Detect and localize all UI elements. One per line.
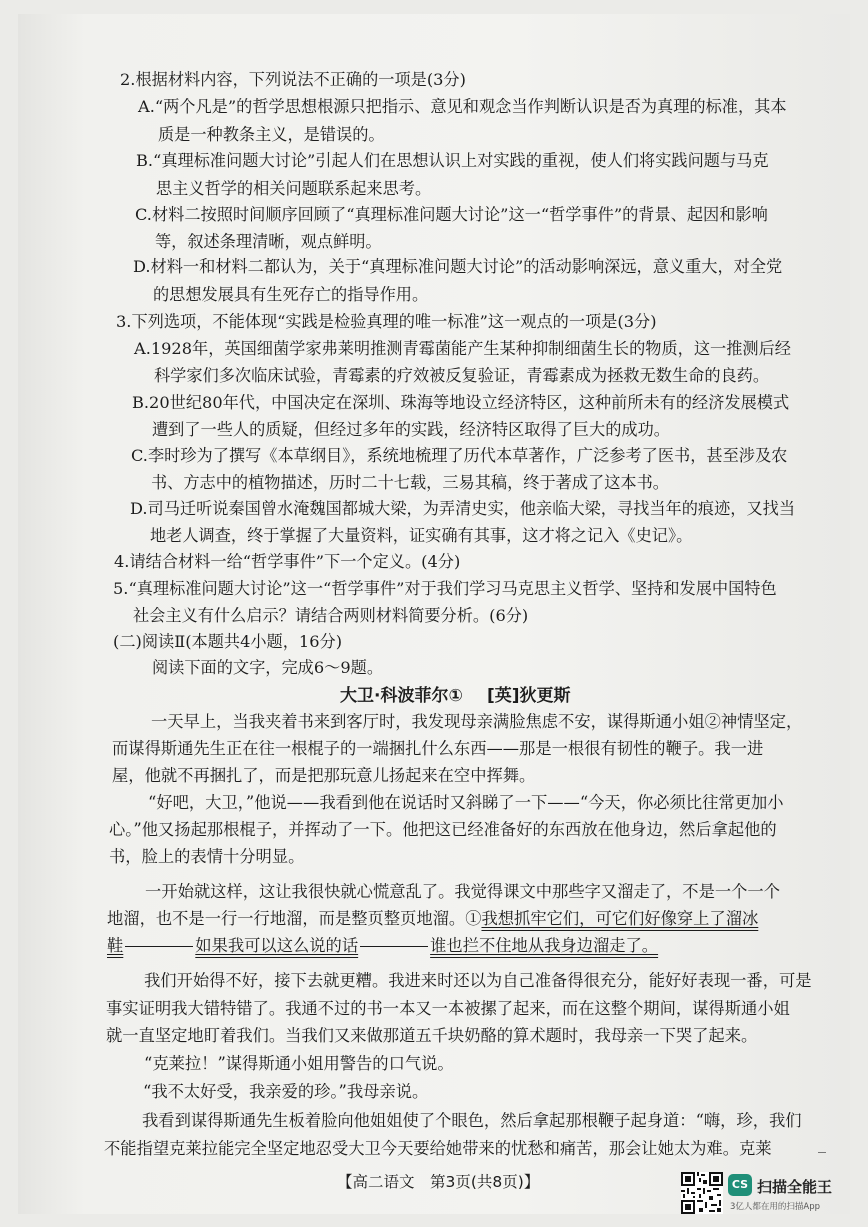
- qr-code-icon: [681, 1172, 723, 1214]
- camscanner-logo-icon: CS: [728, 1174, 752, 1196]
- q2-option-c-cont: 等，叙述条理清晰，观点鲜明。: [155, 232, 382, 251]
- q2-option-a: A.“两个凡是”的哲学思想根源只把指示、意见和观念当作判断认识是否为真理的标准，其本: [138, 97, 787, 116]
- passage-p3-l3: [107, 938, 658, 954]
- page-footer: 【高二语文 第3页(共8页)】: [337, 1173, 540, 1191]
- passage-p2-l2: 心。”他又扬起那根棍子，并挥动了一下。他把这已经准备好的东西放在他身边，然后拿起他的: [109, 820, 777, 839]
- passage-p6: “我不太好受，我亲爱的珍。”我母亲说。: [143, 1082, 429, 1101]
- em-dash: [125, 946, 193, 947]
- em-dash: [360, 946, 428, 947]
- passage-p4-l3: 就一直坚定地盯着我们。当我们又来做那道五千块奶酪的算术题时，我母亲一下哭了起来。: [106, 1026, 758, 1045]
- passage-p1-l2: 而谋得斯通先生正在往一根棍子的一端捆扎什么东西——那是一根很有韧性的鞭子。我一进: [112, 739, 764, 758]
- q2-option-d: D.材料一和材料二都认为，关于“真理标准问题大讨论”的活动影响深远，意义重大，对全党: [133, 257, 783, 276]
- passage-p7-l1: 我看到谋得斯通先生板着脸向他姐姐使了个眼色，然后拿起那根鞭子起身道：“嗨，珍，我们: [142, 1111, 802, 1130]
- passage-author: [英]狄更斯: [487, 686, 571, 706]
- q2-stem: 2.根据材料内容，下列说法不正确的一项是(3分): [120, 70, 466, 89]
- passage-p3-l2: [107, 911, 758, 927]
- passage-sentence-1-underlined: 我想抓牢它们，可它们好像穿上了溜冰: [481, 909, 759, 928]
- passage-p4-l1: 我们开始得不好，接下去就更糟。我进来时还以为自己准备得很充分，能好好表现一番，可是: [144, 971, 812, 990]
- passage-p1-l3: 屋，他就不再捆扎了，而是把那玩意儿扬起来在空中挥舞。: [112, 766, 536, 785]
- passage-p7-l2: 不能指望克莱拉能完全坚定地忍受大卫今天要给她带来的忧愁和痛苦，那会让她太为难。克莱: [104, 1139, 772, 1158]
- section-heading: (二)阅读Ⅱ(本题共4小题，16分): [113, 632, 343, 651]
- q3-option-c: C.李时珍为了撰写《本草纲目》，系统地梳理了历代本草著作，广泛参考了医书，甚至涉及农: [131, 446, 788, 465]
- q3-option-b: B.20世纪80年代，中国决定在深圳、珠海等地设立经济特区，这种前所未有的经济发展模式: [132, 393, 790, 412]
- q5: 5.“真理标准问题大讨论”这一“哲学事件”对于我们学习马克思主义哲学、坚持和发展中国特色: [113, 579, 777, 598]
- q3-stem: 3.下列选项，不能体现“实践是检验真理的唯一标准”这一观点的一项是(3分): [116, 312, 657, 331]
- q3-option-d-cont: 地老人调查，终于掌握了大量资料，证实确有其事，这才将之记入《史记》。: [150, 526, 693, 545]
- passage-title: 大卫·科波菲尔①: [340, 686, 463, 706]
- q3-option-a: A.1928年，英国细菌学家弗莱明推测青霉菌能产生某种抑制细菌生长的物质，这一推测后经: [134, 339, 791, 358]
- q4: 4.请结合材料一给“哲学事件”下一个定义。(4分): [114, 552, 461, 571]
- passage-p4-l2: 事实证明我大错特错了。我通不过的书一本又一本被摞了起来，而在这整个期间，谋得斯通小姐: [106, 999, 790, 1018]
- passage-p3-l2-plain: 地溜，也不是一行一行地溜，而是整页整页地溜。①: [107, 909, 482, 928]
- q2-option-a-cont: 质是一种教条主义，是错误的。: [158, 125, 385, 144]
- q5-cont: 社会主义有什么启示？请结合两则材料简要分析。(6分): [133, 606, 529, 625]
- passage-p3-l3-c: 谁也拦不住地从我身边溜走了。: [430, 936, 659, 955]
- passage-p1-l1: 一天早上，当我夹着书来到客厅时，我发现母亲满脸焦虑不安，谋得斯通小姐②神情坚定，: [151, 712, 803, 731]
- passage-p3-l3-b: 如果我可以这么说的话: [195, 936, 359, 955]
- camscanner-tagline: 3亿人都在用的扫描App: [730, 1202, 821, 1212]
- q2-option-d-cont: 的思想发展具有生死存亡的指导作用。: [153, 285, 429, 304]
- passage-p3-l3-a: 鞋: [107, 936, 124, 955]
- q2-option-c: C.材料二按照时间顺序回顾了“真理标准问题大讨论”这一“哲学事件”的背景、起因和影响: [135, 205, 768, 224]
- section-instruction: 阅读下面的文字，完成6～9题。: [152, 658, 384, 677]
- page-mark: [818, 1152, 826, 1153]
- q3-option-c-cont: 书、方志中的植物描述，历时二十七载，三易其稿，终于著成了这本书。: [151, 473, 669, 492]
- q3-option-a-cont: 科学家们多次临床试验，青霉素的疗效被反复验证，青霉素成为拯救无数生命的良药。: [154, 366, 770, 385]
- passage-p2-l1: “好吧，大卫，”他说——我看到他在说话时又斜睇了一下——“今天，你必须比往常更加小: [148, 793, 784, 812]
- passage-p5: “克莱拉！”谋得斯通小姐用警告的口气说。: [144, 1054, 454, 1073]
- passage-p3-l1: 一开始就这样，这让我很快就心慌意乱了。我觉得课文中那些字又溜走了，不是一个一个: [145, 882, 780, 901]
- camscanner-name: 扫描全能王: [757, 1178, 833, 1196]
- q2-option-b-cont: 思主义哲学的相关问题联系起来思考。: [156, 179, 432, 198]
- passage-p2-l3: 书，脸上的表情十分明显。: [109, 847, 305, 866]
- q3-option-b-cont: 遭到了一些人的质疑，但经过多年的实践，经济特区取得了巨大的成功。: [152, 420, 670, 439]
- q2-option-b: B.“真理标准问题大讨论”引起人们在思想认识上对实践的重视，使人们将实践问题与马克: [136, 151, 769, 170]
- q3-option-d: D.司马迁听说秦国曾水淹魏国都城大梁，为弄清史实，他亲临大梁，寻找当年的痕迹，又找当: [130, 499, 796, 518]
